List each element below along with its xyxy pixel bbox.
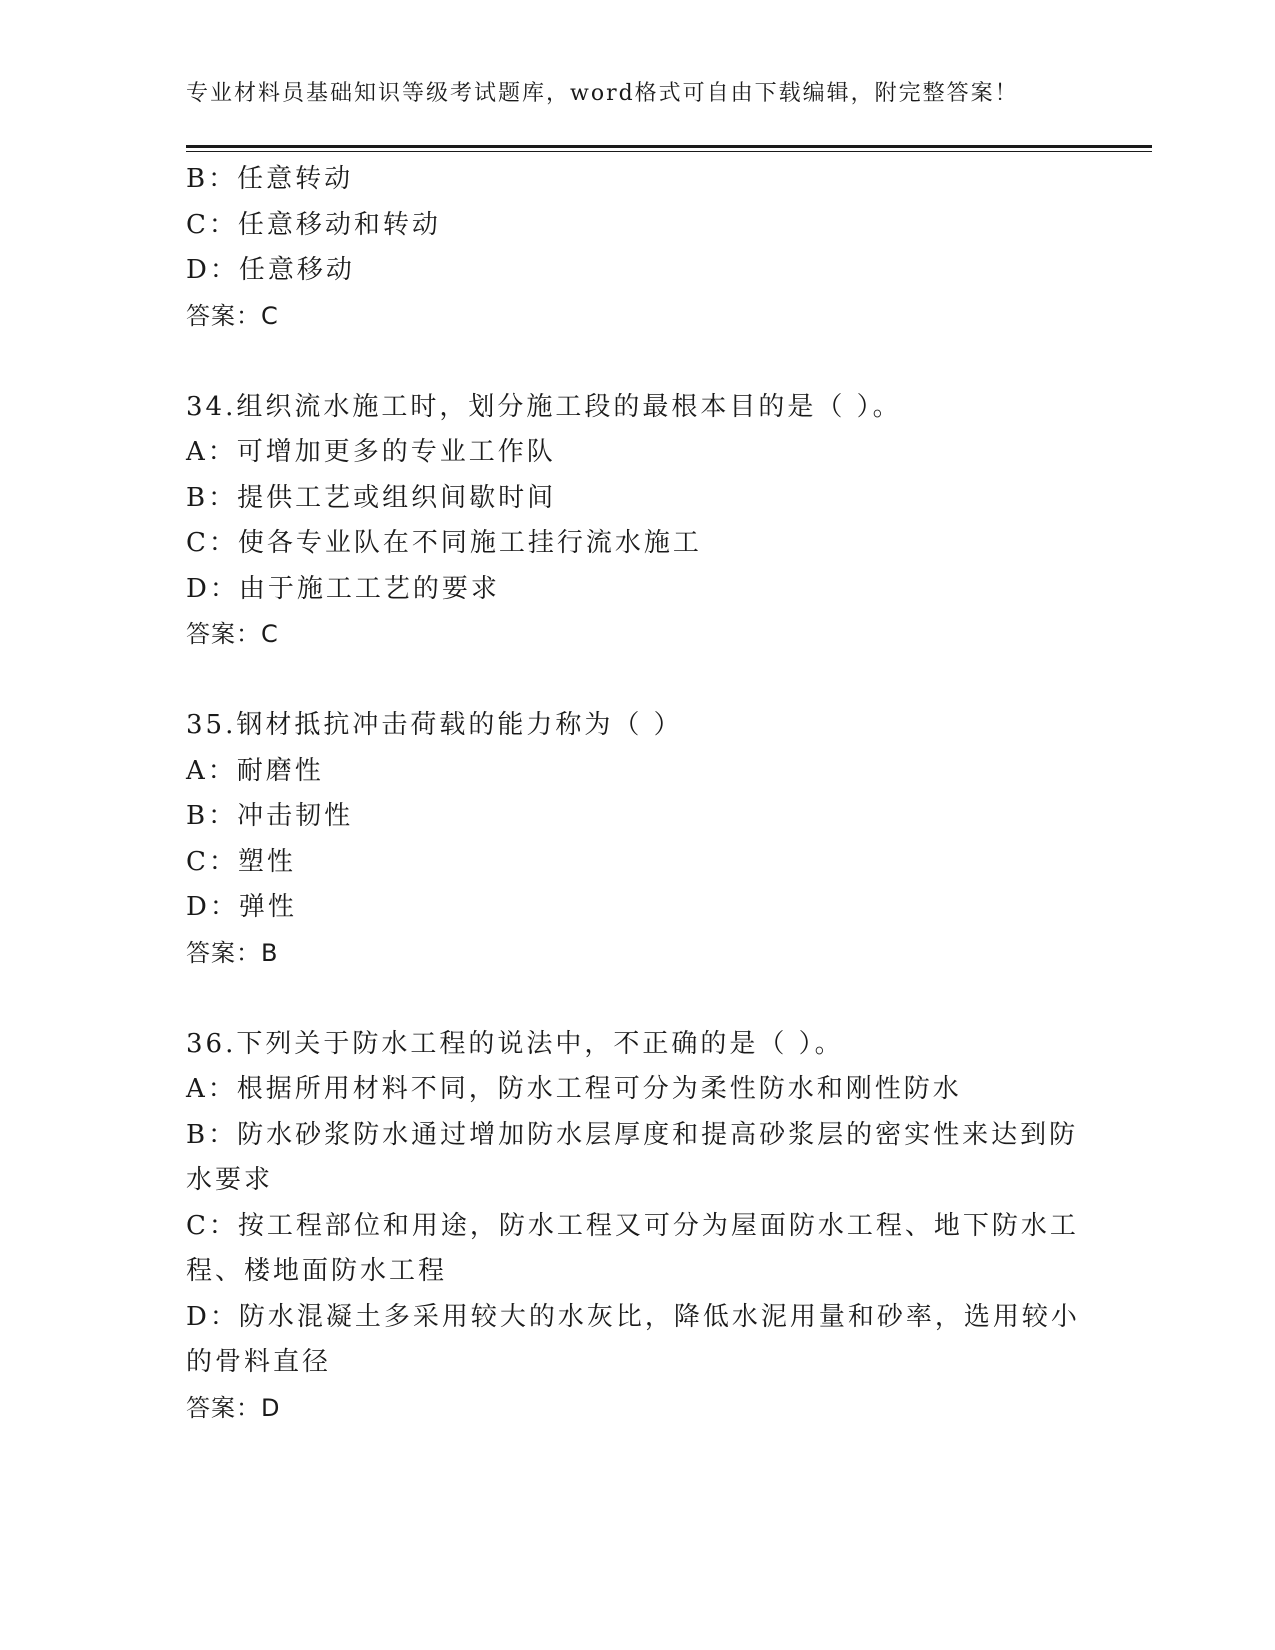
answer-line: 答案：D: [186, 1393, 281, 1422]
answer-line: 答案：C: [186, 620, 279, 648]
question-36: [186, 1022, 1086, 1432]
option-d: D：由于施工工艺的要求: [186, 573, 500, 604]
answer-line: 答案：B: [186, 938, 279, 967]
question-stem: 34.组织流水施工时，划分施工段的最根本目的是（ ）。: [186, 391, 902, 422]
option-c-continued: 程、楼地面防水工程: [186, 1256, 448, 1286]
option-b-continued: 水要求: [186, 1165, 274, 1195]
option-b: B：冲击韧性: [186, 801, 354, 831]
answer-line: 答案：C: [186, 301, 279, 330]
option-c: C：塑性: [186, 846, 296, 877]
header-divider-thin: [186, 151, 1152, 152]
option-b: B：提供工艺或组织间歇时间: [186, 482, 557, 513]
question-35: [186, 703, 1086, 976]
header-divider-thick: [186, 145, 1152, 148]
question-stem: 35.钢材抵抗冲击荷载的能力称为（ ）: [186, 710, 683, 740]
option-c: C：按工程部位和用途，防水工程又可分为屋面防水工程、地下防水工: [186, 1210, 1079, 1241]
option-a: A：耐磨性: [186, 755, 324, 786]
option-c: C：使各专业队在不同施工挂行流水施工: [186, 528, 702, 558]
option-b: B：防水砂浆防水通过增加防水层厚度和提高砂浆层的密实性来达到防: [186, 1119, 1079, 1150]
option-b: B：任意转动: [186, 164, 354, 194]
option-c: C：任意移动和转动: [186, 209, 441, 240]
question-34: [186, 385, 1086, 658]
option-d: D：弹性: [186, 892, 297, 922]
option-d-continued: 的骨料直径: [186, 1347, 332, 1377]
page-header: 专业材料员基础知识等级考试题库，word格式可自由下载编辑，附完整答案！: [186, 81, 1019, 106]
option-a: A：可增加更多的专业工作队: [186, 437, 556, 467]
option-d: D：任意移动: [186, 255, 355, 285]
option-d: D：防水混凝土多采用较大的水灰比，降低水泥用量和砂率，选用较小: [186, 1301, 1080, 1332]
question-stem: 36.下列关于防水工程的说法中，不正确的是（ ）。: [186, 1028, 844, 1059]
option-a: A：根据所用材料不同，防水工程可分为柔性防水和刚性防水: [186, 1074, 962, 1104]
question-content: [186, 157, 1086, 1431]
prev-question-block: [186, 157, 1086, 339]
